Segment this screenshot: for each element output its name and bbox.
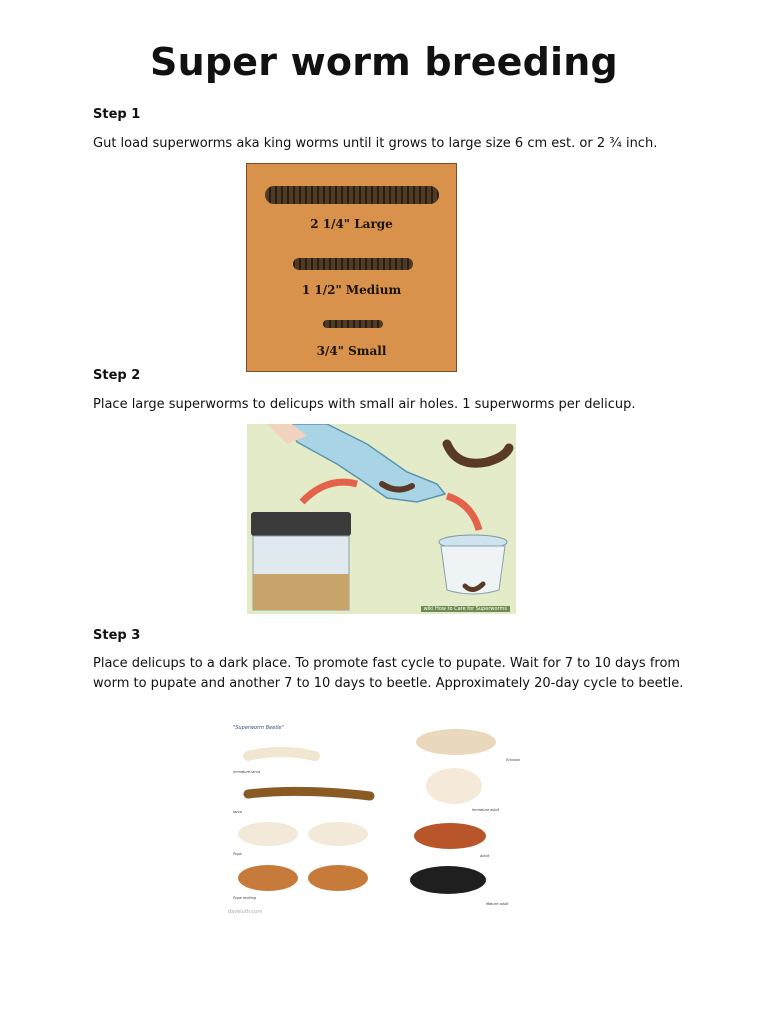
- large-caption: 2 1/4" Large: [310, 217, 393, 231]
- medium-caption: 1 1/2" Medium: [301, 283, 402, 297]
- larva-shape: [248, 791, 370, 796]
- step-3-label: Step 3: [93, 628, 141, 643]
- pupa-molting-shape-1: [238, 865, 298, 891]
- label-eclosion: Eclosion: [506, 758, 521, 762]
- arrow-to-cup-shape: [447, 496, 479, 530]
- step-1-text: Gut load superworms aka king worms until it grows to large size 6 cm est. or 2 ¾ inch.: [93, 136, 658, 151]
- label-mature-adult: Mature adult: [486, 902, 509, 906]
- wikihow-credit: wiki How to Care for Superworms: [421, 606, 510, 612]
- step-2-text: Place large superworms to delicups with small air holes. 1 superworms per delicup.: [93, 397, 636, 412]
- life-cycle-image: [220, 718, 542, 918]
- worm-size-chart-image: [246, 163, 457, 372]
- label-larva: larva: [233, 810, 242, 814]
- small-worm-shape: [323, 320, 383, 328]
- arrow-to-hand-shape: [302, 482, 357, 502]
- eclosion-shape: [416, 729, 496, 755]
- immature-larva-shape: [248, 752, 315, 756]
- life-cycle-title: "Superworm Beetle": [233, 725, 284, 731]
- watermark: daveluth.com: [228, 909, 263, 915]
- step-2-label: Step 2: [93, 368, 141, 383]
- label-immature-adult: Immature adult: [472, 808, 500, 812]
- pupa-shape-2: [308, 822, 368, 846]
- worm-size-chart-drawing: [247, 164, 456, 371]
- life-cycle-drawing: [220, 718, 542, 918]
- delicup-illustration-drawing: [247, 424, 516, 614]
- step-1-label: Step 1: [93, 107, 141, 122]
- container-lid-shape: [251, 512, 351, 536]
- label-pupa: Pupa: [233, 852, 242, 856]
- label-adult: Adult: [480, 854, 490, 858]
- mature-adult-shape: [410, 866, 486, 894]
- page-title: Super worm breeding: [150, 40, 618, 84]
- medium-worm-shape: [293, 258, 413, 270]
- pupa-shape-1: [238, 822, 298, 846]
- floating-worm-shape: [447, 444, 509, 463]
- immature-adult-shape: [426, 768, 482, 804]
- delicup-illustration-image: [247, 424, 516, 614]
- step-3-text: Place delicups to a dark place. To promote fast cycle to pupate. Wait for 7 to 10 days from worm to pupate and another 7 to 10 days to beetle. Approximately 20-day cycle to beetle.: [93, 656, 684, 691]
- large-worm-shape: [265, 186, 439, 204]
- container-substrate-shape: [253, 574, 349, 610]
- pupa-molting-shape-2: [308, 865, 368, 891]
- label-immature-larva: Immature larva: [233, 770, 261, 774]
- delicup-body-shape: [441, 546, 505, 594]
- adult-shape: [414, 823, 486, 849]
- small-caption: 3/4" Small: [316, 344, 387, 358]
- label-pupa-molting: Pupa molting: [233, 896, 257, 900]
